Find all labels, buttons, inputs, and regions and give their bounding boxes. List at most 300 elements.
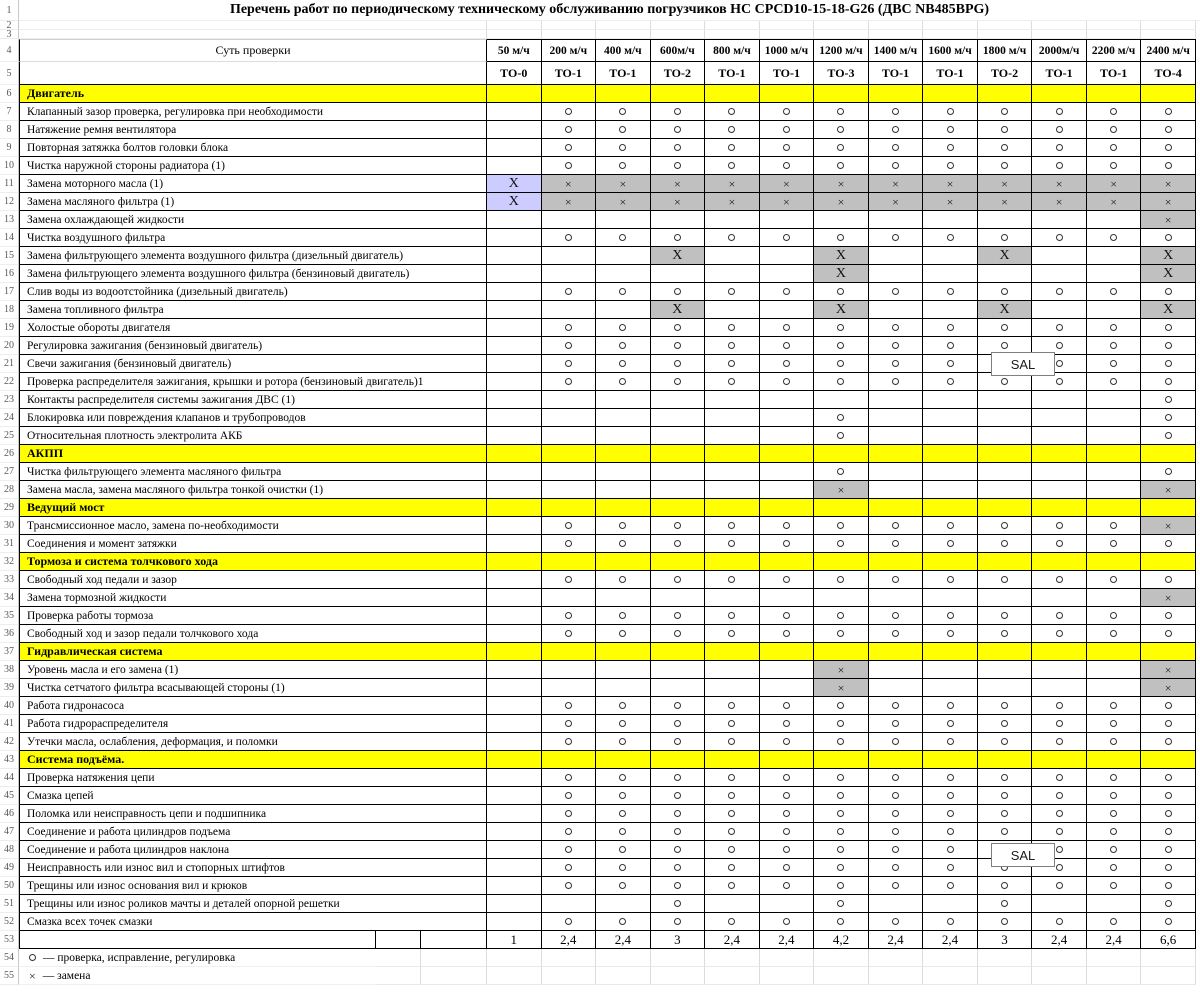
row-header[interactable]: 20 — [0, 337, 19, 355]
row-header[interactable]: 32 — [0, 553, 19, 571]
mark-cell[interactable] — [814, 121, 869, 139]
mark-cell[interactable] — [869, 787, 924, 805]
section-row-cell[interactable] — [869, 553, 924, 571]
empty-cell[interactable] — [487, 967, 542, 985]
mark-cell[interactable] — [978, 733, 1033, 751]
section-row-cell[interactable] — [869, 445, 924, 463]
mark-cell[interactable] — [869, 733, 924, 751]
row-header[interactable]: 4 — [0, 39, 19, 62]
mark-cell[interactable] — [1032, 301, 1087, 319]
row-header[interactable]: 23 — [0, 391, 19, 409]
row-header[interactable]: 41 — [0, 715, 19, 733]
mark-cell[interactable] — [705, 841, 760, 859]
empty-cell[interactable] — [1087, 949, 1142, 967]
empty-cell[interactable] — [705, 30, 760, 39]
row-header[interactable]: 55 — [0, 967, 19, 985]
section-row-cell[interactable] — [1032, 499, 1087, 517]
mark-cell[interactable] — [542, 463, 597, 481]
row-header[interactable]: 37 — [0, 643, 19, 661]
mark-cell[interactable] — [869, 337, 924, 355]
empty-cell[interactable] — [923, 21, 978, 30]
mark-cell[interactable] — [1032, 769, 1087, 787]
mark-cell[interactable] — [487, 823, 542, 841]
mark-cell[interactable] — [869, 913, 924, 931]
mark-cell[interactable] — [487, 229, 542, 247]
mark-cell[interactable] — [1032, 733, 1087, 751]
mark-cell[interactable] — [1087, 481, 1142, 499]
mark-cell[interactable] — [651, 427, 706, 445]
mark-cell[interactable] — [542, 787, 597, 805]
mark-cell[interactable] — [705, 571, 760, 589]
mark-cell[interactable] — [978, 409, 1033, 427]
mark-cell[interactable] — [1087, 913, 1142, 931]
row-header[interactable]: 35 — [0, 607, 19, 625]
mark-cell[interactable] — [1032, 805, 1087, 823]
empty-cell[interactable] — [705, 21, 760, 30]
mark-cell[interactable] — [869, 589, 924, 607]
row-header[interactable]: 27 — [0, 463, 19, 481]
mark-cell[interactable] — [978, 769, 1033, 787]
empty-cell[interactable] — [542, 967, 597, 985]
mark-cell[interactable] — [1141, 715, 1196, 733]
section-row-cell[interactable] — [978, 499, 1033, 517]
mark-cell[interactable] — [1087, 625, 1142, 643]
mark-cell[interactable] — [869, 319, 924, 337]
mark-cell[interactable] — [923, 697, 978, 715]
row-header[interactable]: 5 — [0, 62, 19, 85]
empty-cell[interactable] — [814, 949, 869, 967]
task-cell[interactable]: Чистка воздушного фильтра — [19, 229, 487, 247]
row-header[interactable]: 18 — [0, 301, 19, 319]
mark-cell[interactable] — [869, 103, 924, 121]
mark-cell[interactable] — [869, 535, 924, 553]
mark-cell[interactable] — [923, 841, 978, 859]
empty-cell[interactable] — [421, 949, 487, 967]
mark-cell[interactable] — [760, 895, 815, 913]
mark-cell[interactable] — [1087, 589, 1142, 607]
mark-cell[interactable] — [487, 589, 542, 607]
task-cell[interactable]: Клапанный зазор проверка, регулировка при необходимости — [19, 103, 487, 121]
row-header[interactable]: 19 — [0, 319, 19, 337]
mark-cell[interactable] — [1087, 877, 1142, 895]
task-cell[interactable]: Поломка или неисправность цепи и подшипника — [19, 805, 487, 823]
hour-header-cell[interactable]: 1800 м/ч — [978, 39, 1033, 62]
mark-cell[interactable] — [1141, 481, 1196, 499]
mark-cell[interactable] — [869, 121, 924, 139]
task-cell[interactable]: Проверка работы тормоза — [19, 607, 487, 625]
mark-cell[interactable] — [705, 481, 760, 499]
section-row-cell[interactable] — [760, 751, 815, 769]
mark-cell[interactable] — [487, 409, 542, 427]
section-row-cell[interactable] — [1141, 499, 1196, 517]
section-row-cell[interactable] — [923, 499, 978, 517]
section-row-cell[interactable] — [869, 499, 924, 517]
mark-cell[interactable] — [978, 679, 1033, 697]
section-row-cell[interactable] — [869, 643, 924, 661]
empty-cell[interactable] — [19, 931, 376, 949]
row-header[interactable]: 34 — [0, 589, 19, 607]
row-header[interactable]: 24 — [0, 409, 19, 427]
mark-cell[interactable] — [814, 787, 869, 805]
mark-cell[interactable] — [651, 697, 706, 715]
mark-cell[interactable] — [542, 121, 597, 139]
to-header-cell[interactable]: ТО-2 — [651, 62, 706, 85]
mark-cell[interactable] — [760, 841, 815, 859]
mark-cell[interactable] — [869, 211, 924, 229]
mark-cell[interactable] — [1141, 337, 1196, 355]
empty-cell[interactable] — [978, 21, 1033, 30]
empty-cell[interactable] — [651, 21, 706, 30]
mark-cell[interactable] — [705, 859, 760, 877]
mark-cell[interactable] — [978, 121, 1033, 139]
task-cell[interactable]: Замена масляного фильтра (1) — [19, 193, 487, 211]
section-row-cell[interactable] — [596, 445, 651, 463]
mark-cell[interactable] — [596, 823, 651, 841]
mark-cell[interactable] — [487, 463, 542, 481]
mark-cell[interactable] — [651, 337, 706, 355]
task-cell[interactable]: Блокировка или повреждения клапанов и трубопроводов — [19, 409, 487, 427]
mark-cell[interactable] — [1141, 391, 1196, 409]
mark-cell[interactable] — [1087, 715, 1142, 733]
mark-cell[interactable] — [869, 229, 924, 247]
mark-cell[interactable] — [596, 175, 651, 193]
section-row-cell[interactable] — [487, 85, 542, 103]
task-cell[interactable]: Замена топливного фильтра — [19, 301, 487, 319]
empty-cell[interactable] — [651, 967, 706, 985]
mark-cell[interactable] — [923, 319, 978, 337]
mark-cell[interactable] — [487, 319, 542, 337]
task-cell[interactable]: Уровень масла и его замена (1) — [19, 661, 487, 679]
row-header[interactable]: 38 — [0, 661, 19, 679]
mark-cell[interactable] — [705, 607, 760, 625]
mark-cell[interactable] — [705, 337, 760, 355]
mark-cell[interactable] — [1141, 571, 1196, 589]
mark-cell[interactable] — [869, 679, 924, 697]
row-header[interactable]: 3 — [0, 30, 19, 39]
mark-cell[interactable] — [487, 805, 542, 823]
legend-cell[interactable] — [19, 949, 376, 967]
mark-cell[interactable] — [1032, 103, 1087, 121]
mark-cell[interactable] — [542, 193, 597, 211]
task-cell[interactable]: Соединение и работа цилиндров наклона — [19, 841, 487, 859]
row-header[interactable]: 49 — [0, 859, 19, 877]
mark-cell[interactable] — [651, 535, 706, 553]
empty-cell[interactable] — [869, 30, 924, 39]
mark-cell[interactable] — [923, 715, 978, 733]
empty-cell[interactable] — [421, 967, 487, 985]
mark-cell[interactable] — [869, 823, 924, 841]
mark-cell[interactable] — [651, 895, 706, 913]
totals-cell[interactable]: 2,4 — [705, 931, 760, 949]
mark-cell[interactable] — [978, 175, 1033, 193]
mark-cell[interactable] — [1141, 805, 1196, 823]
task-cell[interactable]: Утечки масла, ослабления, деформация, и поломки — [19, 733, 487, 751]
mark-cell[interactable] — [542, 607, 597, 625]
mark-cell[interactable] — [923, 535, 978, 553]
mark-cell[interactable] — [760, 589, 815, 607]
section-row-cell[interactable] — [978, 643, 1033, 661]
mark-cell[interactable] — [1141, 463, 1196, 481]
section-row-cell[interactable] — [978, 751, 1033, 769]
mark-cell[interactable] — [1087, 787, 1142, 805]
mark-cell[interactable] — [814, 589, 869, 607]
mark-cell[interactable] — [978, 463, 1033, 481]
row-header[interactable]: 9 — [0, 139, 19, 157]
mark-cell[interactable] — [542, 589, 597, 607]
mark-cell[interactable] — [651, 877, 706, 895]
mark-cell[interactable] — [651, 733, 706, 751]
mark-cell[interactable] — [1141, 283, 1196, 301]
mark-cell[interactable] — [923, 283, 978, 301]
row-header[interactable]: 13 — [0, 211, 19, 229]
mark-cell[interactable] — [923, 589, 978, 607]
row-header[interactable]: 1 — [0, 0, 19, 21]
row-header[interactable]: 42 — [0, 733, 19, 751]
to-header-cell[interactable]: ТО-1 — [923, 62, 978, 85]
mark-cell[interactable] — [542, 229, 597, 247]
mark-cell[interactable] — [760, 661, 815, 679]
mark-cell[interactable] — [651, 139, 706, 157]
mark-cell[interactable] — [814, 265, 869, 283]
mark-cell[interactable] — [651, 283, 706, 301]
mark-cell[interactable] — [1141, 121, 1196, 139]
mark-cell[interactable] — [814, 823, 869, 841]
mark-cell[interactable] — [978, 877, 1033, 895]
mark-cell[interactable] — [923, 517, 978, 535]
mark-cell[interactable] — [705, 247, 760, 265]
empty-cell[interactable] — [760, 30, 815, 39]
mark-cell[interactable] — [542, 877, 597, 895]
mark-cell[interactable] — [651, 157, 706, 175]
mark-cell[interactable] — [869, 409, 924, 427]
mark-cell[interactable] — [705, 409, 760, 427]
row-header[interactable]: 53 — [0, 931, 19, 949]
section-row-cell[interactable]: Тормоза и система толчкового хода — [19, 553, 487, 571]
mark-cell[interactable] — [869, 427, 924, 445]
mark-cell[interactable] — [542, 247, 597, 265]
mark-cell[interactable] — [596, 787, 651, 805]
mark-cell[interactable] — [705, 535, 760, 553]
task-cell[interactable]: Проверка натяжения цепи — [19, 769, 487, 787]
empty-cell[interactable] — [1087, 967, 1142, 985]
mark-cell[interactable] — [1032, 913, 1087, 931]
row-header[interactable]: 26 — [0, 445, 19, 463]
section-row-cell[interactable] — [923, 85, 978, 103]
mark-cell[interactable] — [1141, 427, 1196, 445]
mark-cell[interactable] — [705, 463, 760, 481]
mark-cell[interactable] — [869, 571, 924, 589]
mark-cell[interactable] — [1141, 661, 1196, 679]
hour-header-cell[interactable]: 400 м/ч — [596, 39, 651, 62]
mark-cell[interactable] — [596, 733, 651, 751]
mark-cell[interactable] — [542, 409, 597, 427]
mark-cell[interactable] — [923, 175, 978, 193]
mark-cell[interactable] — [869, 517, 924, 535]
empty-cell[interactable] — [1141, 967, 1196, 985]
mark-cell[interactable] — [978, 787, 1033, 805]
mark-cell[interactable] — [869, 301, 924, 319]
empty-cell[interactable] — [869, 949, 924, 967]
mark-cell[interactable] — [814, 301, 869, 319]
mark-cell[interactable] — [760, 679, 815, 697]
mark-cell[interactable] — [651, 823, 706, 841]
task-cell[interactable]: Соединение и работа цилиндров подъема — [19, 823, 487, 841]
mark-cell[interactable] — [705, 805, 760, 823]
task-cell[interactable]: Трещины или износ роликов мачты и деталей опорной решетки — [19, 895, 487, 913]
mark-cell[interactable] — [651, 373, 706, 391]
mark-cell[interactable] — [760, 859, 815, 877]
hour-header-cell[interactable]: 600м/ч — [651, 39, 706, 62]
mark-cell[interactable] — [978, 139, 1033, 157]
mark-cell[interactable] — [814, 193, 869, 211]
mark-cell[interactable] — [1032, 121, 1087, 139]
mark-cell[interactable] — [596, 481, 651, 499]
section-row-cell[interactable] — [487, 553, 542, 571]
mark-cell[interactable] — [814, 463, 869, 481]
task-cell[interactable]: Проверка распределителя зажигания, крышки и ротора (бензиновый двигатель)1 — [19, 373, 487, 391]
row-header[interactable]: 28 — [0, 481, 19, 499]
mark-cell[interactable] — [705, 229, 760, 247]
mark-cell[interactable] — [651, 661, 706, 679]
mark-cell[interactable] — [923, 121, 978, 139]
empty-cell[interactable] — [1032, 949, 1087, 967]
section-row-cell[interactable] — [814, 643, 869, 661]
mark-cell[interactable] — [760, 373, 815, 391]
mark-cell[interactable] — [651, 103, 706, 121]
hour-header-cell[interactable]: 50 м/ч — [487, 39, 542, 62]
mark-cell[interactable] — [869, 247, 924, 265]
empty-cell[interactable] — [705, 949, 760, 967]
row-header[interactable]: 50 — [0, 877, 19, 895]
section-row-cell[interactable] — [1141, 751, 1196, 769]
mark-cell[interactable] — [487, 697, 542, 715]
mark-cell[interactable] — [487, 373, 542, 391]
hour-header-cell[interactable]: 2000м/ч — [1032, 39, 1087, 62]
mark-cell[interactable] — [760, 571, 815, 589]
mark-cell[interactable] — [1032, 517, 1087, 535]
mark-cell[interactable] — [1087, 463, 1142, 481]
totals-cell[interactable]: 3 — [978, 931, 1033, 949]
mark-cell[interactable] — [705, 301, 760, 319]
totals-cell[interactable]: 2,4 — [596, 931, 651, 949]
task-cell[interactable]: Трещины или износ основания вил и крюков — [19, 877, 487, 895]
mark-cell[interactable] — [1032, 229, 1087, 247]
mark-cell[interactable] — [1141, 139, 1196, 157]
mark-cell[interactable] — [542, 157, 597, 175]
hour-header-cell[interactable]: 800 м/ч — [705, 39, 760, 62]
mark-cell[interactable] — [814, 247, 869, 265]
mark-cell[interactable] — [978, 625, 1033, 643]
row-header[interactable]: 12 — [0, 193, 19, 211]
totals-cell[interactable]: 3 — [651, 931, 706, 949]
hour-header-cell[interactable]: 2400 м/ч — [1141, 39, 1196, 62]
mark-cell[interactable] — [1141, 769, 1196, 787]
mark-cell[interactable] — [487, 157, 542, 175]
empty-cell[interactable] — [19, 30, 487, 39]
mark-cell[interactable] — [869, 769, 924, 787]
mark-cell[interactable] — [1087, 229, 1142, 247]
mark-cell[interactable] — [705, 877, 760, 895]
mark-cell[interactable] — [760, 265, 815, 283]
mark-cell[interactable] — [869, 391, 924, 409]
empty-cell[interactable] — [760, 949, 815, 967]
mark-cell[interactable] — [978, 823, 1033, 841]
mark-cell[interactable] — [1032, 139, 1087, 157]
section-row-cell[interactable] — [651, 643, 706, 661]
mark-cell[interactable] — [705, 661, 760, 679]
section-row-cell[interactable] — [923, 553, 978, 571]
empty-cell[interactable] — [1141, 30, 1196, 39]
mark-cell[interactable] — [978, 301, 1033, 319]
task-cell[interactable]: Свободный ход и зазор педали толчкового хода — [19, 625, 487, 643]
empty-cell[interactable] — [869, 967, 924, 985]
empty-cell[interactable] — [923, 949, 978, 967]
mark-cell[interactable] — [1032, 211, 1087, 229]
mark-cell[interactable] — [596, 679, 651, 697]
mark-cell[interactable] — [705, 733, 760, 751]
mark-cell[interactable] — [760, 355, 815, 373]
mark-cell[interactable] — [705, 679, 760, 697]
mark-cell[interactable] — [487, 139, 542, 157]
mark-cell[interactable] — [651, 805, 706, 823]
mark-cell[interactable] — [542, 301, 597, 319]
totals-cell[interactable]: 1 — [487, 931, 542, 949]
mark-cell[interactable] — [760, 769, 815, 787]
mark-cell[interactable] — [869, 157, 924, 175]
task-cell[interactable]: Замена фильтрующего элемента воздушного фильтра (дизельный двигатель) — [19, 247, 487, 265]
mark-cell[interactable] — [814, 895, 869, 913]
mark-cell[interactable] — [651, 607, 706, 625]
mark-cell[interactable] — [760, 463, 815, 481]
mark-cell[interactable] — [923, 427, 978, 445]
section-row-cell[interactable] — [1141, 85, 1196, 103]
mark-cell[interactable] — [923, 895, 978, 913]
mark-cell[interactable] — [1087, 265, 1142, 283]
mark-cell[interactable] — [542, 481, 597, 499]
section-row-cell[interactable] — [1032, 643, 1087, 661]
mark-cell[interactable] — [542, 697, 597, 715]
section-row-cell[interactable] — [814, 553, 869, 571]
mark-cell[interactable] — [923, 463, 978, 481]
mark-cell[interactable] — [978, 319, 1033, 337]
mark-cell[interactable] — [487, 841, 542, 859]
mark-cell[interactable] — [1032, 877, 1087, 895]
section-row-cell[interactable] — [705, 751, 760, 769]
row-header[interactable]: 31 — [0, 535, 19, 553]
mark-cell[interactable] — [978, 481, 1033, 499]
mark-cell[interactable] — [596, 535, 651, 553]
mark-cell[interactable] — [923, 391, 978, 409]
mark-cell[interactable] — [760, 697, 815, 715]
mark-cell[interactable] — [760, 715, 815, 733]
mark-cell[interactable] — [1141, 679, 1196, 697]
empty-cell[interactable] — [651, 949, 706, 967]
mark-cell[interactable] — [487, 895, 542, 913]
mark-cell[interactable] — [1032, 319, 1087, 337]
section-row-cell[interactable] — [542, 643, 597, 661]
mark-cell[interactable] — [869, 715, 924, 733]
totals-cell[interactable]: 2,4 — [1032, 931, 1087, 949]
mark-cell[interactable] — [978, 265, 1033, 283]
mark-cell[interactable] — [978, 571, 1033, 589]
mark-cell[interactable] — [1032, 823, 1087, 841]
mark-cell[interactable] — [1087, 211, 1142, 229]
section-row-cell[interactable] — [1087, 643, 1142, 661]
row-header[interactable]: 40 — [0, 697, 19, 715]
section-row-cell[interactable] — [596, 751, 651, 769]
empty-cell[interactable] — [542, 21, 597, 30]
to-header-cell[interactable]: ТО-1 — [869, 62, 924, 85]
